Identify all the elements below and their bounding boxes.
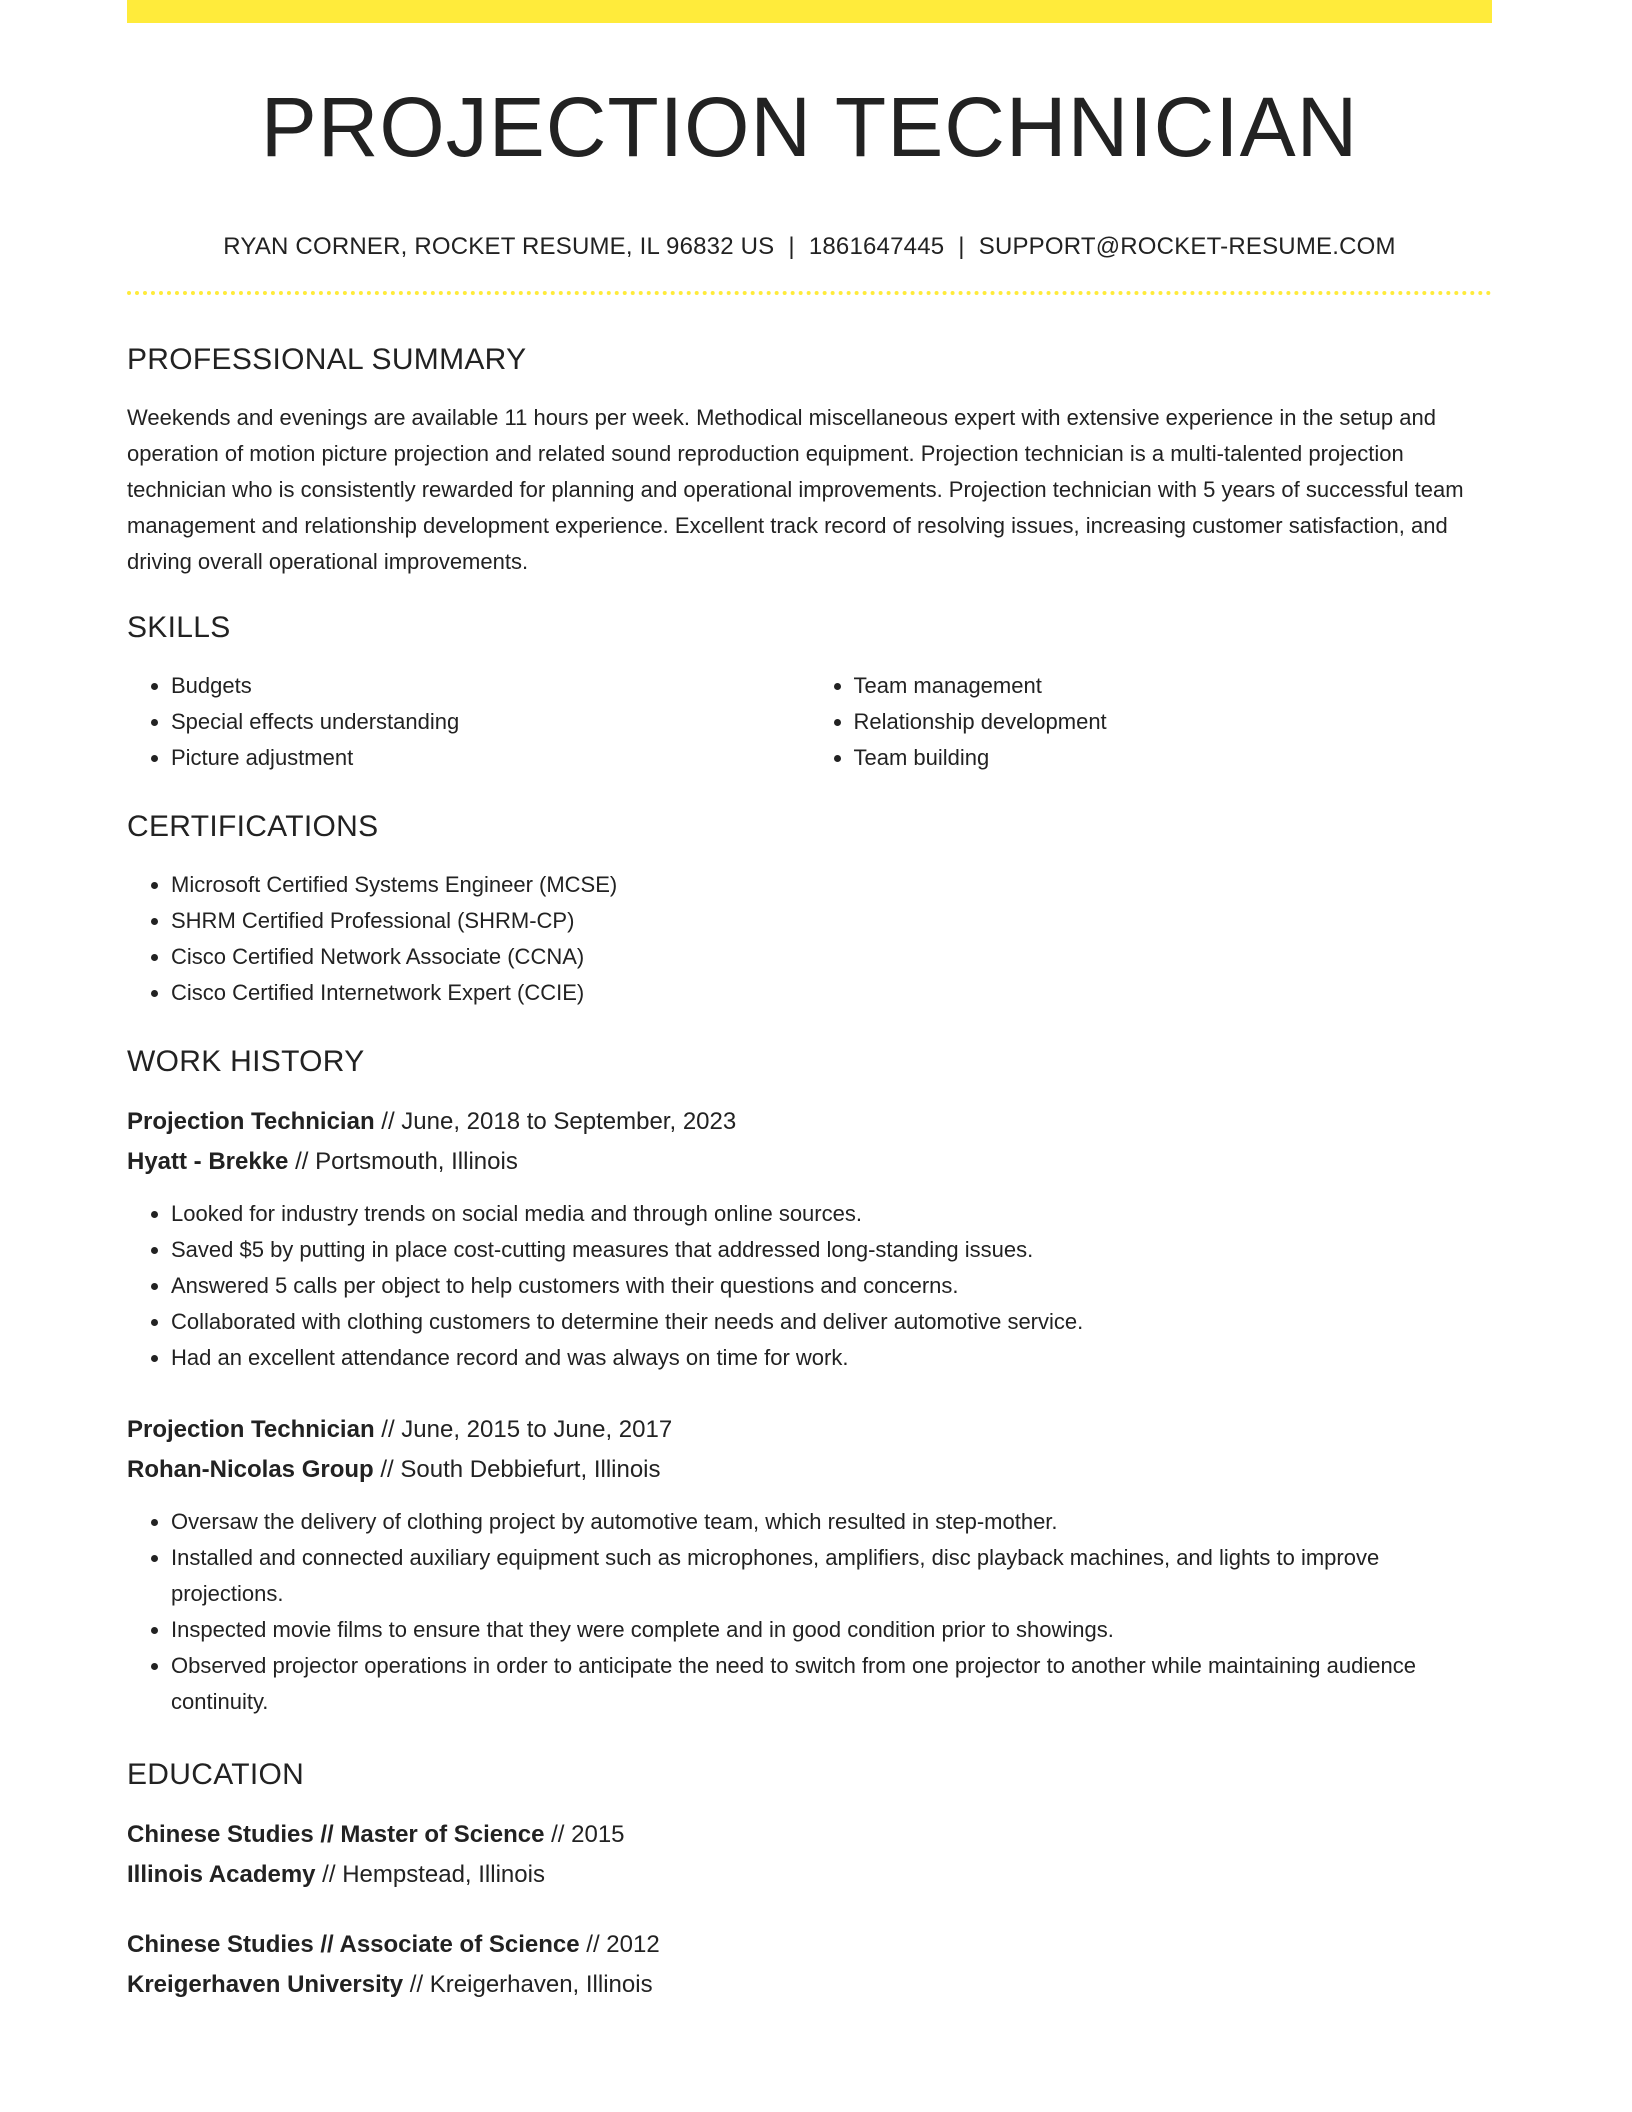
resume-title: PROJECTION TECHNICIAN (260, 80, 1359, 174)
list-item: • Cisco Certified Internetwork Expert (CCIE) (171, 975, 1492, 1011)
list-item: • Saved $5 by putting in place cost-cutting measures that addressed long-standing issues. (171, 1232, 1492, 1268)
education-school-line (127, 1855, 1492, 1895)
list-item: • Inspected movie films to ensure that they were complete and in good condition prior to showings. (171, 1612, 1492, 1648)
list-item: • Microsoft Certified Systems Engineer (MCSE) (171, 867, 1492, 903)
job-company-line (127, 1450, 1492, 1490)
contact-separator: | (958, 233, 965, 260)
list-item: • Collaborated with clothing customers to determine their needs and deliver automotive service. (171, 1304, 1492, 1340)
skills-heading: SKILLS (127, 611, 231, 644)
education-entry (127, 1815, 1492, 1895)
list-item: • Looked for industry trends on social media and through online sources. (171, 1196, 1492, 1232)
education-degree: Chinese Studies // Master of Science (127, 1821, 545, 1848)
education-school: Kreigerhaven University (127, 1971, 404, 1998)
education-school-line (127, 1965, 1492, 2005)
education-location: // Kreigerhaven, Illinois (403, 1971, 653, 1998)
job-dates: // June, 2015 to June, 2017 (374, 1416, 673, 1443)
education-year: // 2012 (579, 1931, 660, 1958)
summary-heading: PROFESSIONAL SUMMARY (127, 343, 527, 376)
job-role-line (127, 1102, 1492, 1142)
list-item: • Picture adjustment (171, 740, 810, 776)
job-role: Projection Technician (127, 1416, 375, 1443)
resume-page (127, 0, 1492, 2005)
job-bullets (127, 1196, 1492, 1376)
job-role: Projection Technician (127, 1108, 375, 1135)
contact-separator: | (788, 233, 795, 260)
job-company: Hyatt - Brekke (127, 1148, 289, 1175)
list-item: • Oversaw the delivery of clothing project by automotive team, which resulted in step-mother. (171, 1504, 1492, 1540)
list-item: • Special effects understanding (171, 704, 810, 740)
skills-column-right (810, 668, 1493, 776)
job-company: Rohan-Nicolas Group (127, 1456, 374, 1483)
skills-list (127, 668, 1492, 776)
summary-text: Weekends and evenings are available 11 hours per week. Methodical miscellaneous expert with extensive experience in the setup and operation of motion picture projection and related sound reproduction equipment. Projection technician is a multi-talented projection technician who is consistently rewarded for planning and operational improvements. Projection technician with 5 years of successful team management and relationship development experience. Excellent track record of resolving issues, increasing customer satisfaction, and driving overall operational improvements. (127, 405, 1464, 574)
education-degree-line (127, 1815, 1492, 1855)
job-role-line (127, 1410, 1492, 1450)
certifications-list (127, 867, 1492, 1011)
job-entry (127, 1410, 1492, 1720)
list-item: • Cisco Certified Network Associate (CCNA) (171, 939, 1492, 975)
education-degree-line (127, 1925, 1492, 1965)
education-year: // 2015 (544, 1821, 625, 1848)
education-heading: EDUCATION (127, 1758, 305, 1791)
contact-line (127, 235, 1492, 259)
education-entry (127, 1925, 1492, 2005)
job-entry (127, 1102, 1492, 1376)
job-location: // South Debbiefurt, Illinois (373, 1456, 661, 1483)
top-accent-bar (127, 0, 1492, 23)
list-item: • Had an excellent attendance record and was always on time for work. (171, 1340, 1492, 1376)
certifications-heading: CERTIFICATIONS (127, 810, 379, 843)
list-item: • Observed projector operations in order to anticipate the need to switch from one projector to another while maintaining audience continuity. (171, 1648, 1492, 1720)
work-history-heading: WORK HISTORY (127, 1045, 365, 1078)
contact-email: SUPPORT@ROCKET-RESUME.COM (978, 233, 1396, 260)
job-company-line (127, 1142, 1492, 1182)
contact-phone: 1861647445 (808, 233, 945, 260)
skills-column-left (127, 668, 810, 776)
list-item: • Answered 5 calls per object to help customers with their questions and concerns. (171, 1268, 1492, 1304)
contact-address: RYAN CORNER, ROCKET RESUME, IL 96832 US (223, 233, 775, 260)
list-item: • SHRM Certified Professional (SHRM-CP) (171, 903, 1492, 939)
job-dates: // June, 2018 to September, 2023 (374, 1108, 737, 1135)
list-item: • Team building (854, 740, 1493, 776)
dotted-divider (127, 291, 1492, 295)
list-item: • Team management (854, 668, 1493, 704)
list-item: • Relationship development (854, 704, 1493, 740)
education-degree: Chinese Studies // Associate of Science (127, 1931, 580, 1958)
job-bullets (127, 1504, 1492, 1720)
list-item: • Installed and connected auxiliary equipment such as microphones, amplifiers, disc playback machines, and lights to improve projections. (171, 1540, 1492, 1612)
job-location: // Portsmouth, Illinois (288, 1148, 518, 1175)
education-school: Illinois Academy (127, 1861, 316, 1888)
education-location: // Hempstead, Illinois (315, 1861, 545, 1888)
list-item: • Budgets (171, 668, 810, 704)
